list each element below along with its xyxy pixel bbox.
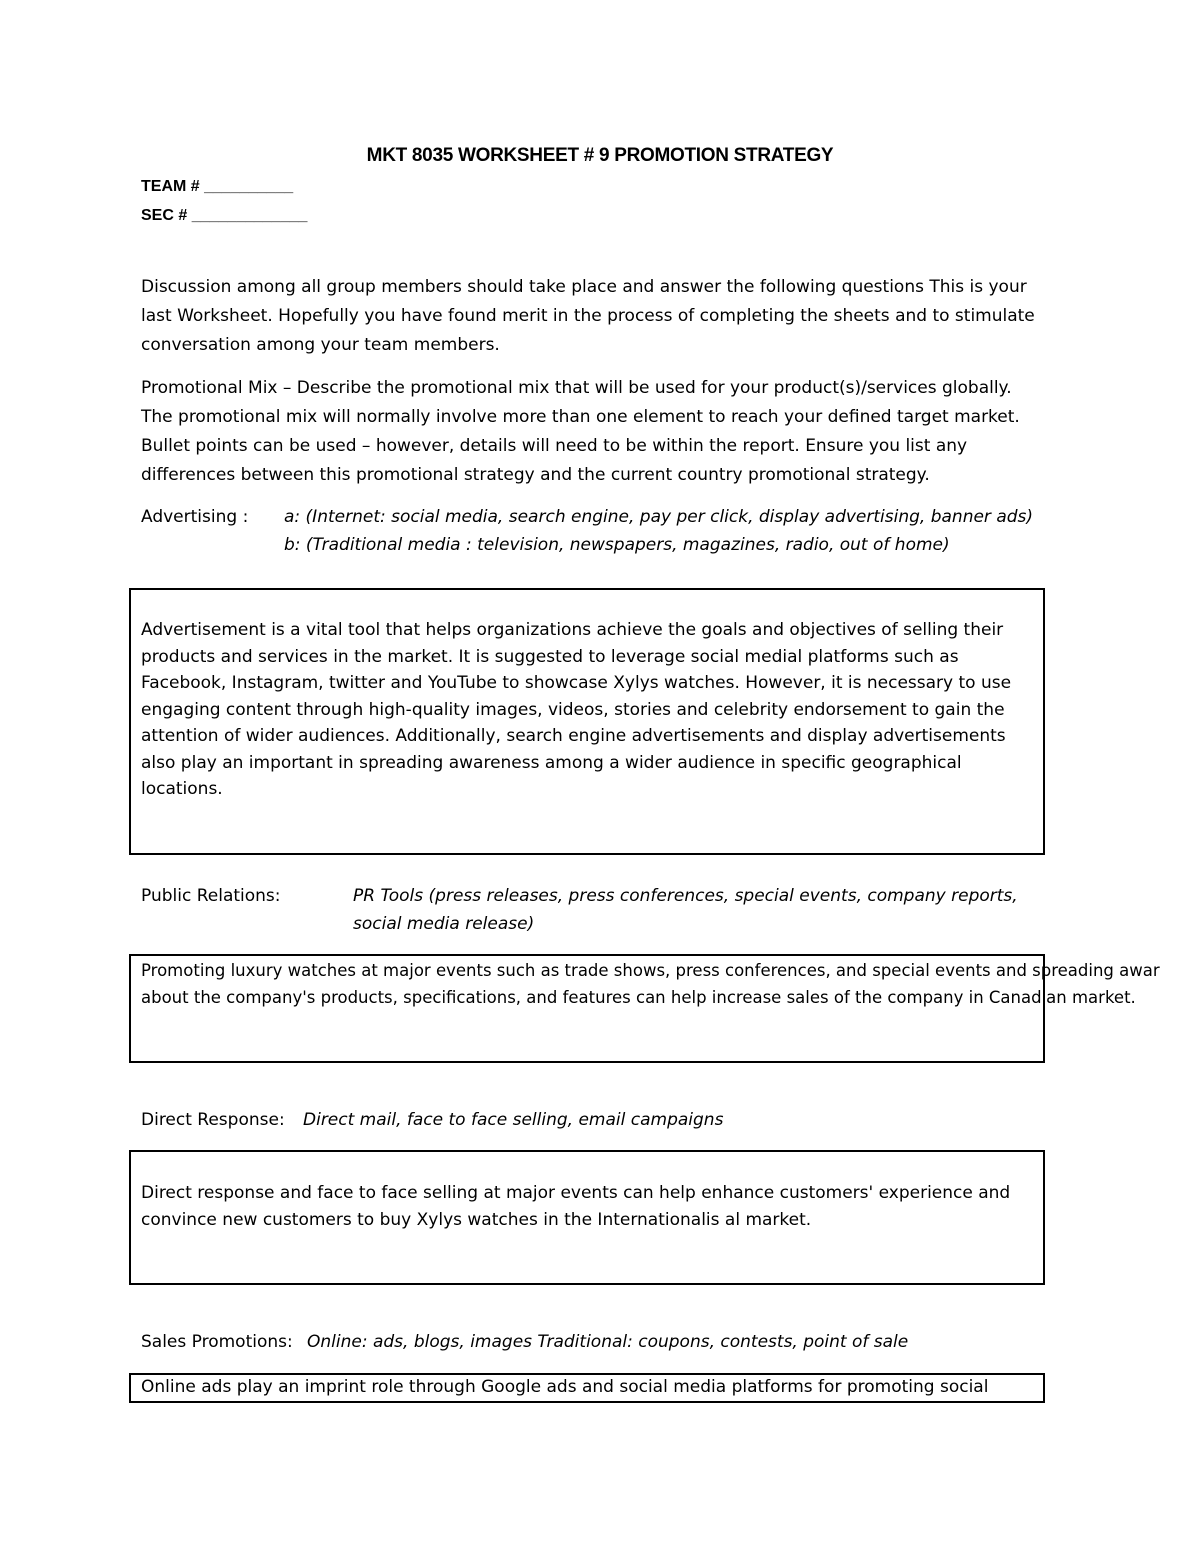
- public-relations-hint-2: social media release): [353, 914, 535, 934]
- promo-mix-line: Promotional Mix – Describe the promotional mix that will be used for your product(s)/services globally.: [141, 378, 1012, 398]
- answer-line: attention of wider audiences. Additionally, search engine advertisements and display advertisements: [141, 726, 1006, 746]
- answer-line: Advertisement is a vital tool that helps organizations achieve the goals and objectives of selling their: [141, 620, 1004, 640]
- answer-line: about the company's products, specifications, and features can help increase sales of the company in Canadian market.: [141, 987, 1136, 1007]
- intro-line: last Worksheet. Hopefully you have found merit in the process of completing the sheets and to stimulate: [141, 306, 1035, 326]
- promo-mix-line: differences between this promotional strategy and the current country promotional strategy.: [141, 465, 930, 485]
- intro-paragraph: [141, 273, 1035, 360]
- advertising-answer-text: [141, 617, 1011, 803]
- team-blank: __________: [204, 178, 294, 195]
- answer-line: convince new customers to buy Xylys watches in the Internationalis al market.: [141, 1209, 812, 1230]
- promo-mix-line: Bullet points can be used – however, details will need to be within the report. Ensure you list any: [141, 436, 968, 456]
- intro-line: conversation among your team members.: [141, 335, 500, 355]
- worksheet-title: MKT 8035 WORKSHEET # 9 PROMOTION STRATEGY: [366, 145, 834, 166]
- promo-mix-line: The promotional mix will normally involve more than one element to reach your defined target market.: [141, 407, 1020, 427]
- answer-line: locations.: [141, 779, 223, 799]
- sales-promotions-hint: Online: ads, blogs, images Traditional: coupons, contests, point of sale: [307, 1332, 909, 1352]
- team-number-line: [141, 178, 293, 196]
- team-label: TEAM #: [141, 178, 200, 195]
- answer-line: Online ads play an imprint role through Google ads and social media platforms for promoting social: [141, 1377, 989, 1397]
- sales-promotions-label: Sales Promotions:: [141, 1332, 293, 1352]
- public-relations-hint-1: PR Tools (press releases, press conferences, special events, company reports,: [353, 886, 1018, 906]
- advertising-label: Advertising :: [141, 507, 249, 527]
- answer-line: Promoting luxury watches at major events such as trade shows, press conferences, and special events and spreading awar: [141, 961, 1160, 980]
- intro-line: Discussion among all group members should take place and answer the following questions This is your: [141, 277, 1027, 297]
- direct-response-answer-text: [141, 1180, 1010, 1233]
- promotional-mix-paragraph: [141, 374, 1020, 490]
- sec-label: SEC #: [141, 207, 188, 224]
- sec-blank: _____________: [191, 207, 308, 224]
- direct-response-label: Direct Response:: [141, 1110, 285, 1130]
- advertising-hint-a: a: (Internet: social media, search engine, pay per click, display advertising, banner ads): [284, 507, 1034, 527]
- section-number-line: [141, 207, 307, 225]
- answer-line: products and services in the market. It is suggested to leverage social medial platforms such as: [141, 646, 959, 667]
- answer-line: also play an important in spreading awareness among a wider audience in specific geographical: [141, 752, 962, 773]
- public-relations-label: Public Relations:: [141, 886, 281, 906]
- answer-line: Facebook, Instagram, twitter and YouTube to showcase Xylys watches. However, it is necessary to use: [141, 673, 1012, 693]
- direct-response-hint: Direct mail, face to face selling, email campaigns: [303, 1110, 724, 1130]
- public-relations-answer-text: [141, 958, 1200, 1011]
- advertising-hint-b: b: (Traditional media : television, newspapers, magazines, radio, out of home): [284, 535, 950, 555]
- sales-promotions-answer-text: [141, 1374, 988, 1401]
- answer-line: Direct response and face to face selling at major events can help enhance customers' experience and: [141, 1183, 1011, 1203]
- answer-line: engaging content through high-quality images, videos, stories and celebrity endorsement to gain the: [141, 699, 1005, 720]
